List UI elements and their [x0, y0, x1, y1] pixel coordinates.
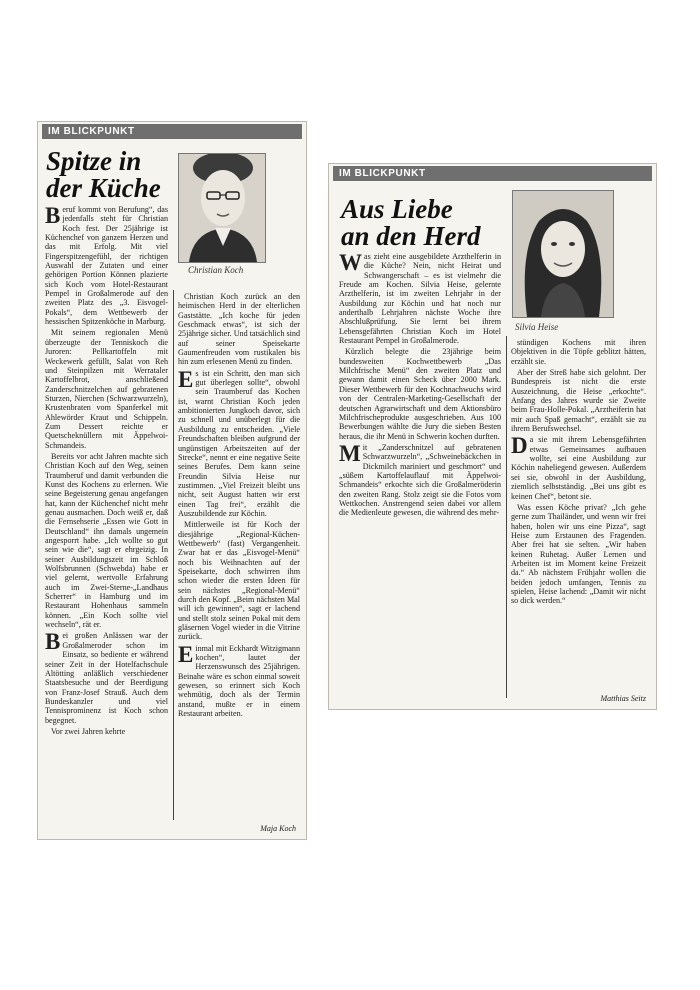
right-headline-line2: an den Herd [341, 221, 481, 251]
left-col2-paragraph: Christian Koch zurück an den heimischen Herd in der elterlichen Gaststätte. „Ich koche für jeden Geschmack etwas“, ist sich der 25jährige sicher. Und tatsächlich sind auf seiner Speisekarte Gaumenfreuden vom rustikalen bis hin zum erlesenen Menü zu finden. [178, 292, 300, 367]
portrait-man-image [179, 154, 265, 262]
left-column-divider [173, 290, 174, 820]
left-headline [46, 148, 161, 202]
left-col1-paragraph: Beruf kommt von Berufung“, das jedenfalls steht für Christian Koch fest. Der 25jährige ist Küchenchef von ganzem Herzen und das mit Erfolg. Mit viel Fingerspitzengefühl, der richtigen Auswahl der Zutaten und einer gehörigen Portion Können plazierte sich Koch vom Hotel-Restaurant Pempel in Großalmerode auf den zweiten Platz des „3. Eisvogel-Pokals“, dem Wettbewerb der hessischen Spitzenköche in Marburg. [45, 205, 168, 327]
left-col2-paragraph: Einmal mit Eckhardt Witzigmann kochen“, lautet der Herzenswunsch des 25jährigen. Beinahe wäre es schon einmal soweit gewesen, so erinnert sich Koch wehmütig, doch als der Termin anstand, mußte er in einem Restaurant arbeiten. [178, 641, 300, 719]
left-article-clipping [37, 121, 307, 840]
right-article-clipping [328, 163, 657, 710]
left-headline-line2: der Küche [46, 173, 161, 203]
left-col1-paragraph: Mit seinem regionalen Menü überzeugte der Tenniskoch die Juroren: Pellkartoffeln mit Weckewerk gefüllt, Salat von Reh und Steinpilzen mit Werrataler Kartoffelbrot, anschließend Zanderschnitzelchen auf gebratenen Sturzen, Nierchen (Schwarzwurzeln), Krustenbraten vom Spanferkel mit Ahlewörder Kraut und Schippeln. Zum Dessert reichte er Quetscheknüllern mit Äppelwoi-Schmandeis. [45, 328, 168, 450]
right-col1-paragraph: Mit „Zanderschnitzel auf gebratenen Schwarzwurzeln“, „Schweinebäckchen in Dickmilch mariniert und geschmort“ und „süßem Kartoffelauflauf mit Äppelwoi-Schmandeis“ erkochte sich die Großalmeröderin den zweiten Rang. Stolz zeigt sie die Fotos vom Wettkochen. Anstrengend seien dabei vor allem die Medienleute gewesen, die während des mehr- [339, 440, 501, 518]
left-kicker: IM BLICKPUNKT [48, 126, 135, 137]
left-author-byline: Maja Koch [260, 824, 296, 833]
right-column-divider [506, 336, 507, 698]
left-article-column-2 [178, 292, 300, 822]
right-col2-paragraph: Da sie mit ihrem Lebensgefährten etwas Gemeinsames aufbauen wollte, sei eine Ausbildung zur Köchin naheliegend gewesen. Außerdem sei sie, obwohl in der Ausbildung, ziemlich selbstständig. „Bei uns gibt es keinen Chef“, betont sie. [511, 433, 646, 501]
right-kicker-bar [333, 166, 652, 181]
left-article-column-1 [45, 205, 168, 829]
right-col2-paragraph: Aber der Streß habe sich gelohnt. Der Bundespreis ist nicht die erste Auszeichnung, die Heise „erkochte“. Anfang des Jahres wurde sie Zweite beim Frau-Holle-Pokal. „Arztheiferin hat mir auch Spaß gemacht“, erzählt sie zu ihrem Berufswechsel. [511, 368, 646, 434]
right-article-column-1 [339, 252, 501, 702]
left-col1-paragraph: Bei großen Anlässen war der Großalmeroder schon im Einsatz, so bediente er während seiner Zeit in der Hotelfachschule Altötting anläßlich verschiedener Staatsbesuche und der Beerdigung von Franz-Josef Strauß. Auch dem Bundeskanzler und viel Tennisprominenz ist Koch schon begegnet. [45, 629, 168, 725]
right-photo-caption: Silvia Heise [515, 322, 559, 332]
right-author-byline: Matthias Seitz [600, 694, 646, 703]
left-col2-paragraph: Mittlerweile ist für Koch der diesjährige „Regional-Küchen-Wettbewerb“ (fast) Vergangenheit. Zwar hat er das „Eisvogel-Menü“ noch bis Weihnachten auf der Speisekarte, doch schwirren ihm schon wieder die ersten Ideen für sein nächstes „Regional-Menü“ durch den Kopf. „Beim nächsten Mal will ich gewinnen“, sagt er lachend und stellt stolz seinen Pokal mit dem gläsernen Vogel wieder in die Vitrine zurück. [178, 520, 300, 642]
left-headline-line1: Spitze in [46, 146, 142, 176]
right-portrait-photo [512, 190, 614, 318]
right-col2-paragraph: stündigen Kochens mit ihren Objektiven in die Töpfe geblitzt hätten, erzählt sie. [511, 338, 646, 366]
left-photo-caption: Christian Koch [188, 265, 244, 275]
right-col1-paragraph: Was zieht eine ausgebildete Arzthelferin in die Küche? Nein, nicht Heirat und Schwangerschaft – es ist vielmehr die Freude am Kochen. Silvia Heise, gelernte Arzthelferin, ist im zweiten Lehrjahr in der Ausbildung zur Köchin und hat noch nur anderthalb Lehrjahren nächste Woche ihre Abschlußprüfung. Sie lernt bei ihrem Lebensgefährten Christian Koch im Hotel Restaurant Pempel in Großalmerode. [339, 252, 501, 346]
left-col1-paragraph: Bereits vor acht Jahren machte sich Christian Koch auf den Weg, seinen Traumberuf und damit verbunden die Kunst des Kochens zu erlernen. Wie seine Begeisterung genau angefangen hat, kann der Küchenchef nicht mehr genau ausmachen. Doch weiß er, daß die Fernsehserie „Essen wie Gott in Deutschland“ ihn damals ungemein angesporrt habe. „Ich wollte so gut sein wie die“, sagt er ehrgeizig. In seiner Ausbildungszeit im Schloß Wolfsbrunnen (Schwebda) habe er viel gelernt, wertvolle Erfahrung auch im Zwei-Sterne-„Landhaus Scherrer“ in Hamburg und im Restaurant Hohenhaus sammeln können. „Ein Koch sollte viel wechseln“, rät er. [45, 451, 168, 630]
right-article-column-2 [511, 338, 646, 690]
left-kicker-bar [42, 124, 302, 139]
right-col1-paragraph: Kürzlich belegte die 23jährige beim bundesweiten Kochwettbewerb „Das Milchfrische Menü“ den zweiten Platz und gewann damit einen Scheck über 2000 Mark. Dieser Wettbewerb für den Kochnachwuchs wird von der Centralen-Marketing-Gesellschaft der deutschen Agrarwirtschaft und dem Aktionsbüro Milchfrischeprodukte ausgeschrieben. Aus 100 Bewerbungen wählte die Jury die sieben Besten heraus, die ihr Menü in Schwerin kochen durften. [339, 347, 501, 441]
right-headline [341, 196, 481, 250]
left-portrait-photo [178, 153, 266, 263]
right-col2-paragraph: Was essen Köche privat? „Ich gehe gerne zum Thailänder, und wenn wir frei haben, holen wir uns eine Pizza“, sagt Heise zum Erstaunen des Fragenden. Aber frei hat sie selten. „Wir haben keinen Ruhetag. Außer Lernen und Arbeiten ist im Moment keine Freizeit da.“ Ab nächstem Frühjahr wollen die beiden jedoch umfangen, Tennis zu spielen, Heise lachend: „Damit wir nicht so dick werden.“ [511, 502, 646, 606]
left-col1-paragraph: Vor zwei Jahren kehrte [51, 726, 126, 736]
right-kicker: IM BLICKPUNKT [339, 168, 426, 179]
portrait-woman-image [513, 191, 613, 317]
right-headline-line1: Aus Liebe [341, 194, 453, 224]
left-col2-paragraph: Es ist ein Schritt, den man sich gut überlegen sollte“, obwohl sein Traumberuf das Kochen ist, warnt Christian Koch jeden ambitionierten Jungkoch davor, sich zu schnell und unüberlegt für die Ausbildung zu entscheiden. „Viele Freundschaften bleiben aufgrund der ungünstigen Arbeitszeiten auf der Strecke“, nennt er eine negative Seite seines Berufes. Dem kann seine Freundin Silvia Heise nur zustimmen. „Viel Freizeit bleibt uns nicht, seit August hatten wir erst einen Tag frei“, erzählt die Auszubildende zur Köchin. [178, 366, 300, 518]
